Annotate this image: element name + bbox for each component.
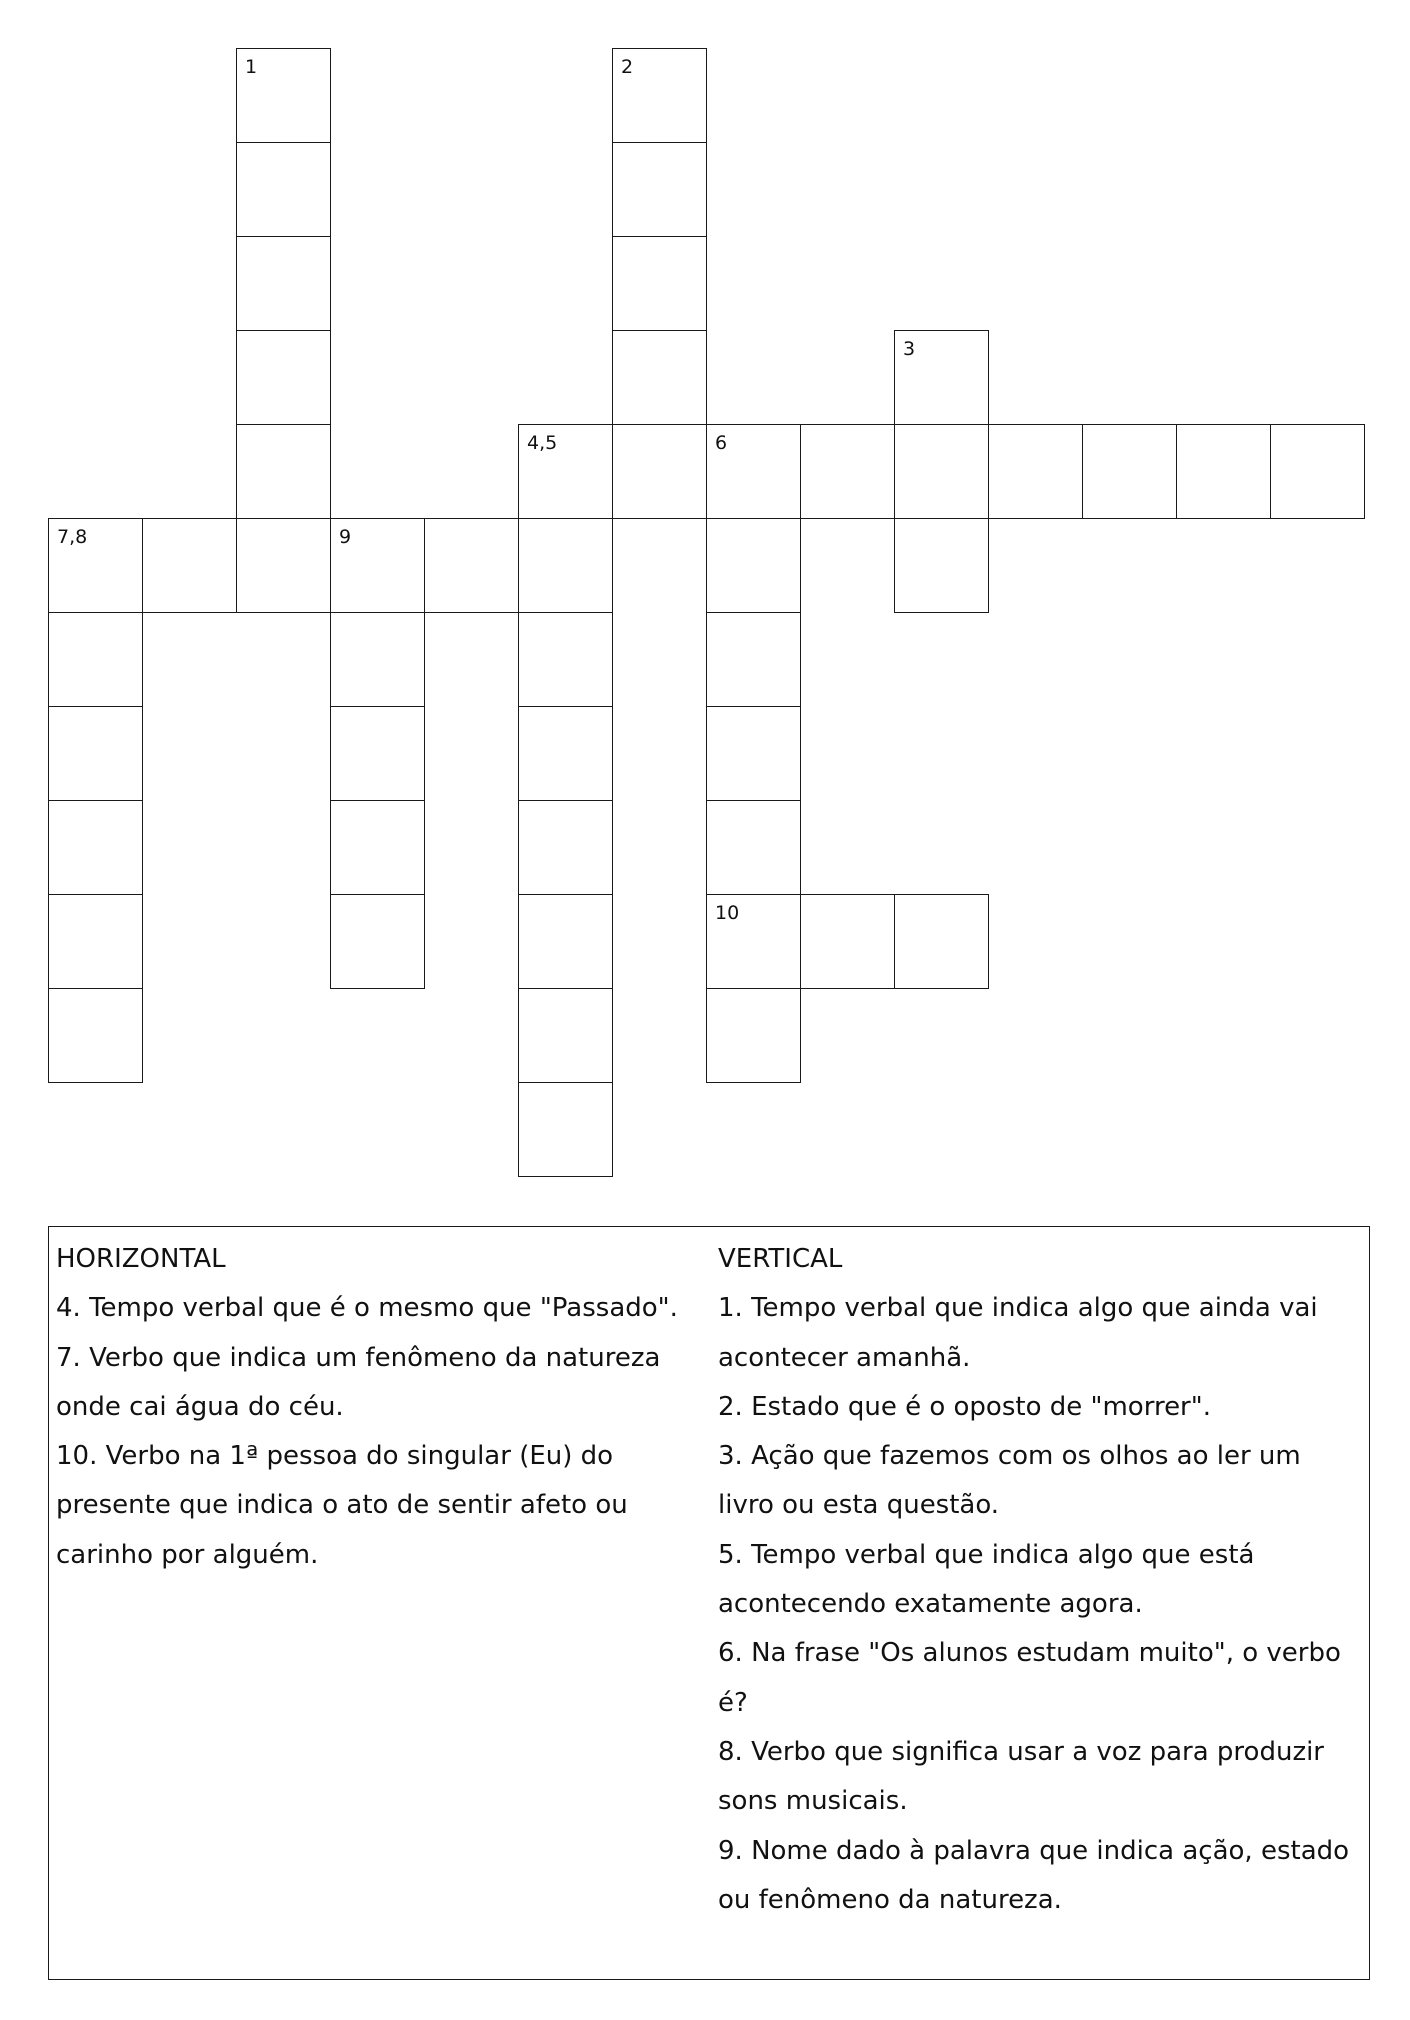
- clue-line: 4. Tempo verbal que é o mesmo que "Passado".: [56, 1293, 678, 1324]
- clue-line: é?: [718, 1687, 748, 1718]
- clue-line: presente que indica o ato de sentir afeto ou: [56, 1490, 628, 1521]
- clue-line: 2. Estado que é o oposto de "morrer".: [718, 1391, 1211, 1422]
- clue-number: 4,5: [527, 432, 558, 454]
- clue-number: 1: [245, 56, 258, 78]
- crossword-cell[interactable]: [236, 330, 331, 425]
- clue-line: sons musicais.: [718, 1786, 908, 1817]
- crossword-cell[interactable]: [518, 800, 613, 895]
- crossword-cell[interactable]: [894, 424, 989, 519]
- crossword-cell[interactable]: [330, 894, 425, 989]
- crossword-cell[interactable]: [48, 612, 143, 707]
- crossword-cell[interactable]: [236, 48, 331, 143]
- horizontal-clues: [56, 1235, 696, 1580]
- clue-line: 5. Tempo verbal que indica algo que está: [718, 1539, 1255, 1570]
- crossword-cell[interactable]: [706, 518, 801, 613]
- clue-line: 10. Verbo na 1ª pessoa do singular (Eu) do: [56, 1441, 614, 1472]
- crossword-cell[interactable]: [48, 894, 143, 989]
- crossword-cell[interactable]: [518, 706, 613, 801]
- crossword-cell[interactable]: [518, 988, 613, 1083]
- crossword-cell[interactable]: [800, 424, 895, 519]
- clue-line: acontecer amanhã.: [718, 1342, 971, 1373]
- clue-line: ou fenômeno da natureza.: [718, 1884, 1062, 1915]
- crossword-cell[interactable]: [518, 1082, 613, 1177]
- clue-number: 6: [715, 432, 728, 454]
- crossword-cell[interactable]: [706, 800, 801, 895]
- clue-number: 7,8: [57, 526, 88, 548]
- crossword-cell[interactable]: [518, 894, 613, 989]
- clue-number: 2: [621, 56, 634, 78]
- clues-box: [48, 1226, 1370, 1980]
- crossword-cell[interactable]: [424, 518, 519, 613]
- clue-line: carinho por alguém.: [56, 1539, 319, 1570]
- crossword-cell[interactable]: [612, 142, 707, 237]
- crossword-cell[interactable]: [1082, 424, 1177, 519]
- crossword-cell[interactable]: [1270, 424, 1365, 519]
- crossword-cell[interactable]: [988, 424, 1083, 519]
- clue-line: 3. Ação que fazemos com os olhos ao ler um: [718, 1441, 1301, 1472]
- crossword-cell[interactable]: [236, 424, 331, 519]
- crossword-cell[interactable]: [1176, 424, 1271, 519]
- crossword-cell[interactable]: [706, 706, 801, 801]
- crossword-cell[interactable]: [612, 48, 707, 143]
- crossword-cell[interactable]: [706, 894, 801, 989]
- crossword-cell[interactable]: [330, 518, 425, 613]
- clue-line: 8. Verbo que significa usar a voz para produzir: [718, 1736, 1324, 1767]
- vertical-title: VERTICAL: [718, 1244, 843, 1274]
- crossword-cell[interactable]: [706, 988, 801, 1083]
- crossword-cell[interactable]: [706, 612, 801, 707]
- clue-line: onde cai água do céu.: [56, 1391, 344, 1422]
- crossword-cell[interactable]: [330, 612, 425, 707]
- crossword-cell[interactable]: [48, 706, 143, 801]
- crossword-cell[interactable]: [894, 894, 989, 989]
- crossword-cell[interactable]: [330, 800, 425, 895]
- clue-line: 1. Tempo verbal que indica algo que ainda vai: [718, 1293, 1318, 1324]
- clue-number: 10: [715, 902, 740, 924]
- clue-line: acontecendo exatamente agora.: [718, 1589, 1143, 1620]
- crossword-cell[interactable]: [800, 894, 895, 989]
- crossword-cell[interactable]: [236, 518, 331, 613]
- clue-line: livro ou esta questão.: [718, 1490, 1000, 1521]
- crossword-cell[interactable]: [236, 236, 331, 331]
- crossword-cell[interactable]: [518, 518, 613, 613]
- crossword-cell[interactable]: [48, 518, 143, 613]
- crossword-cell[interactable]: [518, 424, 613, 519]
- crossword-cell[interactable]: [518, 612, 613, 707]
- crossword-cell[interactable]: [612, 236, 707, 331]
- clue-line: 6. Na frase "Os alunos estudam muito", o verbo: [718, 1638, 1341, 1669]
- crossword-cell[interactable]: [330, 706, 425, 801]
- clue-line: 7. Verbo que indica um fenômeno da natureza: [56, 1342, 661, 1373]
- crossword-cell[interactable]: [48, 988, 143, 1083]
- crossword-cell[interactable]: [142, 518, 237, 613]
- vertical-clues: [718, 1235, 1363, 1925]
- crossword-cell[interactable]: [612, 424, 707, 519]
- crossword-cell[interactable]: [48, 800, 143, 895]
- horizontal-title: HORIZONTAL: [56, 1244, 226, 1274]
- crossword-cell[interactable]: [612, 330, 707, 425]
- clue-number: 9: [339, 526, 352, 548]
- crossword-cell[interactable]: [894, 330, 989, 425]
- clue-line: 9. Nome dado à palavra que indica ação, estado: [718, 1835, 1350, 1866]
- crossword-cell[interactable]: [706, 424, 801, 519]
- clue-number: 3: [903, 338, 916, 360]
- crossword-cell[interactable]: [236, 142, 331, 237]
- crossword-cell[interactable]: [894, 518, 989, 613]
